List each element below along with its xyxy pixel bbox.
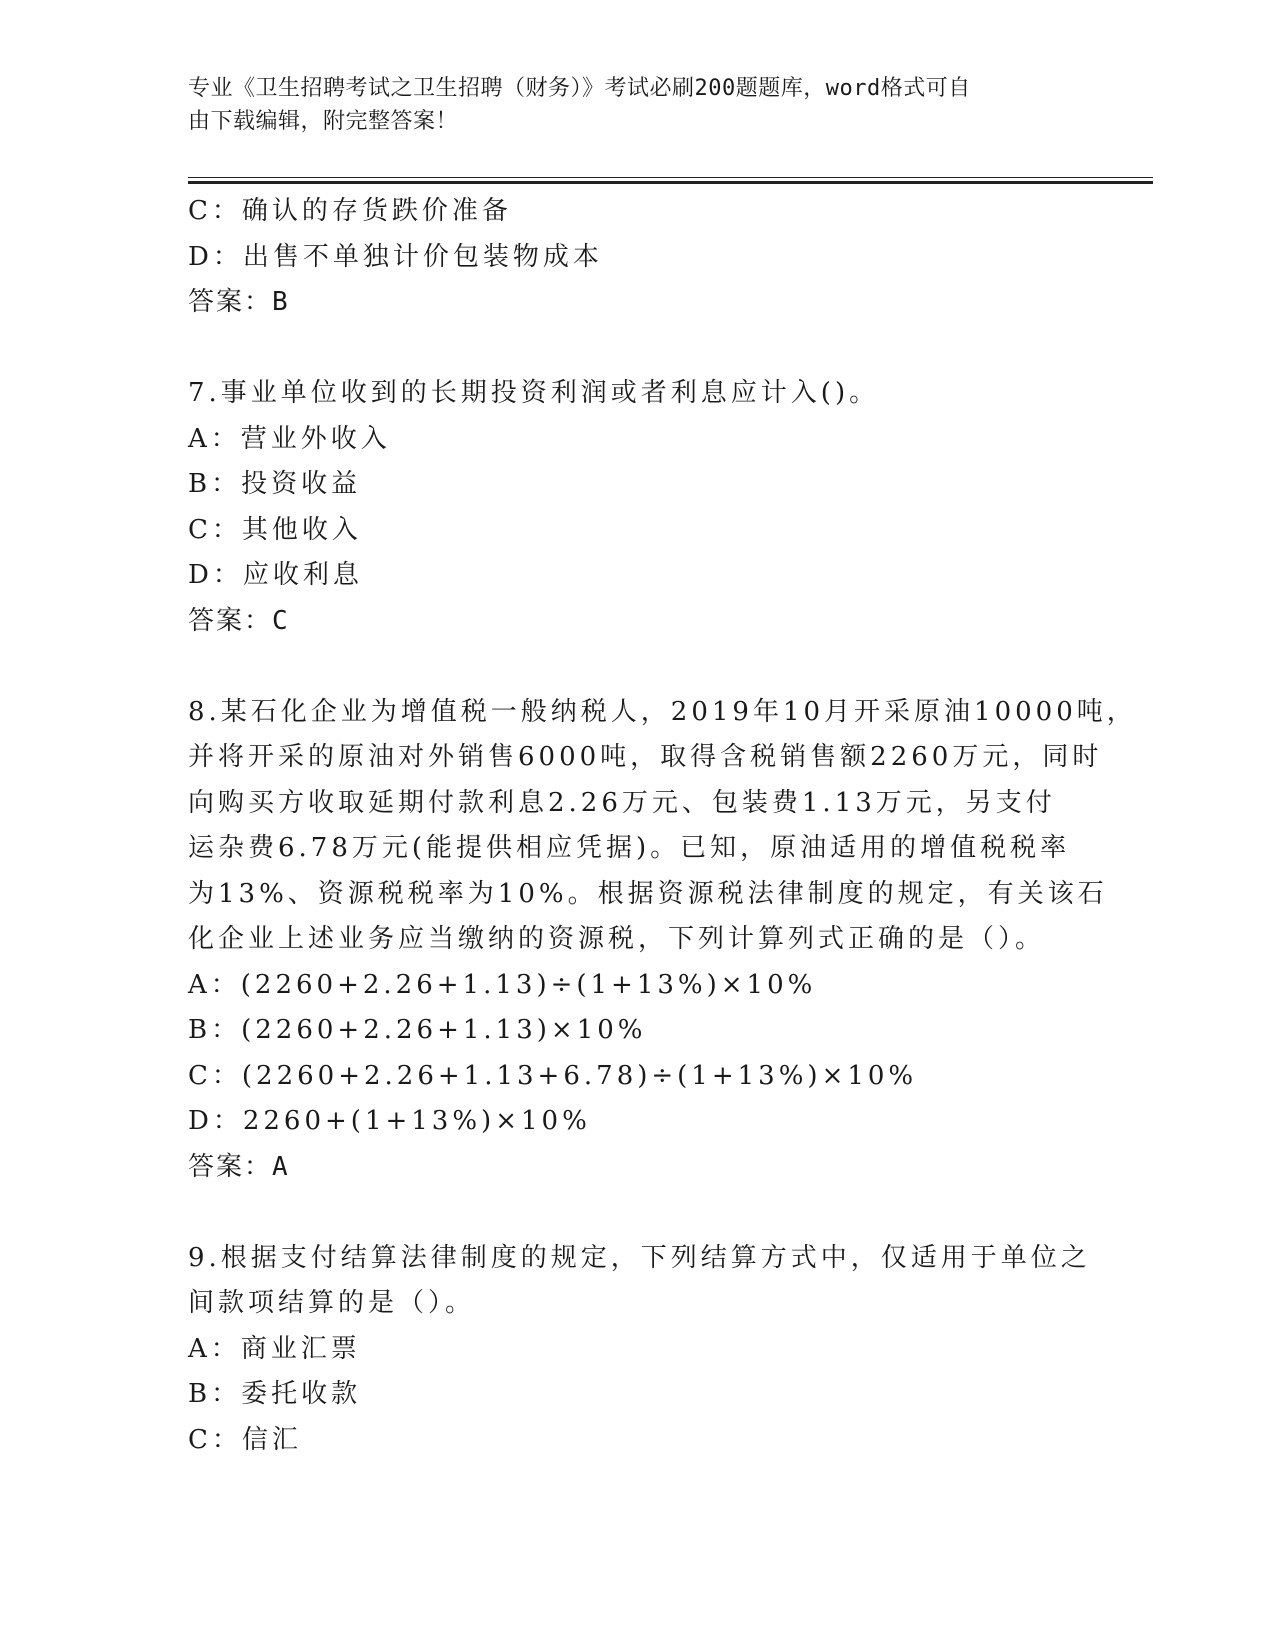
header-line-1: 专业《卫生招聘考试之卫生招聘（财务）》考试必刷200题题库，word格式可自 [188, 76, 971, 101]
q7-question: 7.事业单位收到的长期投资利润或者利息应计入()。 [188, 378, 880, 408]
q7-option-b: B：投资收益 [188, 469, 362, 499]
q7-option-d: D：应收利息 [188, 560, 363, 590]
q6-option-c: C：确认的存货跌价准备 [188, 196, 512, 226]
q8-answer: 答案：A [188, 1151, 290, 1182]
q7-option-c: C：其他收入 [188, 514, 362, 545]
header-divider-thin [188, 177, 1153, 178]
q8-question-line-5: 为13%、资源税税率为10%。根据资源税法律制度的规定，有关该石 [188, 878, 1108, 909]
document-header [188, 72, 1088, 138]
q8-option-a: A：(2260+2.26+1.13)÷(1+13%)×10% [188, 969, 817, 1000]
q8-question-line-1: 8.某石化企业为增值税一般纳税人，2019年10月开采原油10000吨， [188, 696, 1137, 727]
spacer [188, 1190, 1088, 1236]
q8-question-line-4: 运杂费6.78万元(能提供相应凭据)。已知，原油适用的增值税税率 [188, 833, 1071, 863]
q9-option-b: B：委托收款 [188, 1379, 362, 1409]
q7-option-a: A：营业外收入 [188, 423, 391, 454]
spacer [188, 644, 1088, 690]
q9-question-line-2: 间款项结算的是（）。 [188, 1288, 476, 1318]
q8-option-b: B：(2260+2.26+1.13)×10% [188, 1015, 647, 1045]
header-divider-thick [188, 181, 1153, 184]
q8-question-line-3: 向购买方收取延期付款利息2.26万元、包装费1.13万元，另支付 [188, 787, 1056, 818]
q6-option-d: D：出售不单独计价包装物成本 [188, 241, 603, 272]
spacer [188, 326, 1088, 372]
document-body [188, 189, 1137, 1463]
q8-question-line-2: 并将开采的原油对外销售6000吨，取得含税销售额2260万元，同时 [188, 742, 1103, 772]
q9-question-line-1: 9.根据支付结算法律制度的规定，下列结算方式中，仅适用于单位之 [188, 1242, 1091, 1273]
q6-answer: 答案：B [188, 287, 290, 317]
q7-answer: 答案：C [188, 605, 290, 636]
q8-option-c: C：(2260+2.26+1.13+6.78)÷(1+13%)×10% [188, 1060, 918, 1091]
header-line-2: 由下载编辑，附完整答案！ [188, 109, 459, 134]
q9-option-c: C：信汇 [188, 1424, 302, 1455]
q8-option-d: D：2260+(1+13%)×10% [188, 1106, 591, 1136]
q8-question-line-6: 化企业上述业务应当缴纳的资源税，下列计算列式正确的是（）。 [188, 924, 1046, 954]
q9-option-a: A：商业汇票 [188, 1333, 361, 1364]
